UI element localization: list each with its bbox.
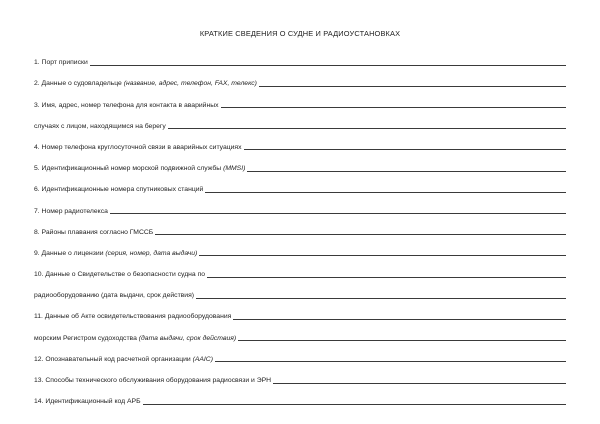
field-label-text: 11. Данные об Акте освидетельствования радиооборудования (34, 313, 232, 321)
field-label (34, 376, 273, 385)
field-input-line[interactable] (205, 192, 566, 193)
field-label-text: 8. Районы плавания согласно ГМССБ (34, 228, 154, 236)
form-row-aaic (34, 343, 566, 364)
form-row-emergency-phone (34, 131, 566, 152)
field-input-line[interactable] (196, 298, 566, 299)
field-label-text: 9. Данные о лицензии (34, 249, 106, 257)
field-label-text: случаях с лицом, находящимся на берегу (34, 122, 166, 130)
form-row-mmsi (34, 152, 566, 173)
field-label-note: (дата выдачи, срок действия) (138, 334, 237, 342)
field-input-line[interactable] (215, 361, 566, 362)
field-label-text: 13. Способы технического обслуживания оборудования радиосвязи и ЭРН (34, 377, 272, 384)
field-label-text: 3. Имя, адрес, номер телефона для контакта в аварийных (34, 101, 219, 109)
field-label (34, 207, 110, 216)
field-input-line[interactable] (155, 234, 566, 235)
form-row-license (34, 237, 566, 258)
field-input-line[interactable] (143, 404, 566, 405)
field-label (34, 291, 196, 300)
field-label-text: 5. Идентификационный номер морской подвижной службы (34, 165, 224, 173)
field-label-text: радиооборудованию (дата выдачи, срок действия) (34, 292, 195, 300)
field-label (34, 164, 247, 173)
field-label-text: 7. Номер радиотелекса (34, 207, 108, 215)
field-label-note: (серия, номер, дата выдачи) (105, 249, 198, 257)
form-row-survey-act (34, 300, 566, 321)
field-label-note: (MMSI) (223, 165, 246, 173)
form-row-maintenance (34, 364, 566, 385)
form-row-safety-certificate-cont (34, 279, 566, 300)
field-input-line[interactable] (221, 107, 566, 108)
field-label-text: 14. Идентификационный код АРБ (34, 398, 141, 406)
field-input-line[interactable] (168, 128, 566, 129)
field-label (34, 397, 143, 406)
form-row-emergency-contact (34, 88, 566, 109)
field-label (34, 122, 168, 131)
field-input-line[interactable] (244, 149, 566, 150)
field-label (34, 249, 199, 258)
field-label (34, 312, 233, 321)
form-row-epirb-code (34, 385, 566, 406)
field-label (34, 58, 90, 67)
field-label-text: 12. Опознавательный код расчетной организации (34, 355, 193, 363)
field-label-text: 2. Данные о судовладельце (34, 80, 124, 88)
field-label-text: 10. Данные о Свидетельстве о безопасности судна по (34, 271, 206, 279)
field-input-line[interactable] (90, 65, 566, 66)
field-input-line[interactable] (207, 277, 566, 278)
form-row-radiotelex (34, 194, 566, 215)
field-label-note: (AAIC) (192, 355, 213, 363)
form-row-survey-act-cont (34, 321, 566, 342)
form-title: КРАТКИЕ СВЕДЕНИЯ О СУДНЕ И РАДИОУСТАНОВКАХ (199, 29, 401, 38)
form-row-port (34, 46, 566, 67)
field-input-line[interactable] (273, 383, 566, 384)
form-row-satellite-ids (34, 173, 566, 194)
field-input-line[interactable] (110, 213, 566, 214)
field-input-line[interactable] (199, 255, 566, 256)
field-input-line[interactable] (259, 86, 566, 87)
field-label (34, 270, 207, 279)
form-row-owner (34, 67, 566, 88)
field-label (34, 101, 221, 110)
field-label (34, 355, 215, 364)
field-label-text: морским Регистром судоходства (34, 334, 139, 342)
field-label-text: 1. Порт приписки (34, 59, 88, 67)
field-label-text: 4. Номер телефона круглосуточной связи в аварийных ситуациях (34, 143, 242, 151)
form-fields (34, 46, 566, 406)
form-row-emergency-contact-cont (34, 110, 566, 131)
field-label (34, 228, 155, 237)
form-row-safety-certificate (34, 258, 566, 279)
form-row-gmdss-areas (34, 216, 566, 237)
field-input-line[interactable] (233, 319, 566, 320)
field-input-line[interactable] (247, 171, 566, 172)
field-label-note: (название, адрес, телефон, FAX, телекс) (123, 80, 257, 88)
field-label-text: 6. Идентификационные номера спутниковых станций (34, 186, 204, 194)
field-label (34, 334, 238, 343)
field-label (34, 143, 244, 152)
field-label (34, 79, 259, 88)
field-label (34, 185, 205, 194)
field-input-line[interactable] (238, 340, 566, 341)
